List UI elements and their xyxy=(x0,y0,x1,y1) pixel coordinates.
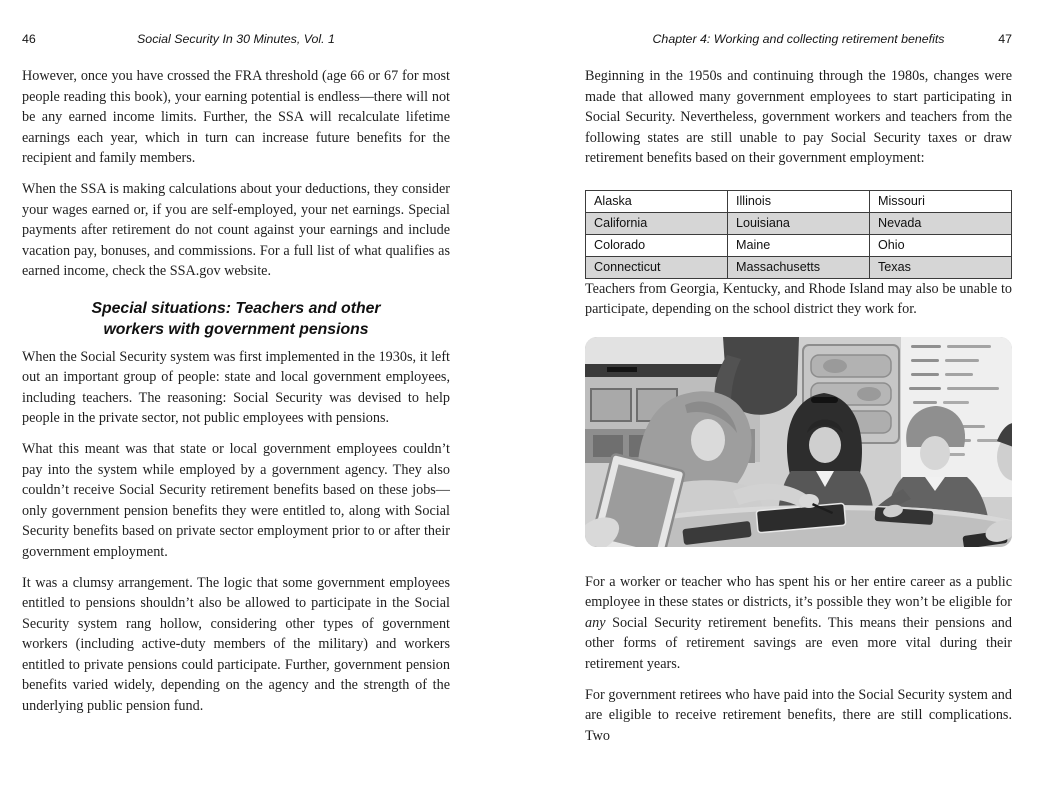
section-heading-line1: Special situations: Teachers and other xyxy=(91,299,381,317)
table-cell: Louisiana xyxy=(728,212,870,234)
table-cell: Connecticut xyxy=(586,256,728,278)
classroom-photo xyxy=(585,337,1012,547)
table-cell: Texas xyxy=(870,256,1012,278)
table-cell: Maine xyxy=(728,234,870,256)
paragraph-ssa-calculations: When the SSA is making calculations about your deductions, they consider your wages earned or, if you are self-employed, your net earnings. Special payments after retirement do not count against your earnings and include vacation pay, bonuses, and commissions. For a full list of what qualifies as earned income, check the SSA.gov website. xyxy=(22,181,450,279)
table-row xyxy=(586,234,1012,256)
career-text-after: Social Security retirement benefits. This means their pensions and other forms of retirement savings are even more vital during their retirement years. xyxy=(585,614,1012,672)
table-row xyxy=(586,190,1012,212)
left-page-number: 46 xyxy=(22,32,36,46)
left-running-header xyxy=(22,32,450,46)
table-cell: Colorado xyxy=(586,234,728,256)
right-page-body xyxy=(585,66,1012,746)
table-cell: Ohio xyxy=(870,234,1012,256)
career-text-before: For a worker or teacher who has spent his or her entire career as a public employee in these states or districts, it’s possible they won’t be eligible for xyxy=(585,573,1012,610)
table-row xyxy=(586,212,1012,234)
page-47 xyxy=(585,32,1012,746)
section-heading-line2: workers with government pensions xyxy=(103,320,369,338)
paragraph-clumsy-arrangement: It was a clumsy arrangement. The logic that some government employees entitled to pensions shouldn’t also be allowed to participate in the Social Security system rang hollow, considering other types of government workers (including active-duty members of the military) and workers entitled to private pensions could participate. Further, government pension benefits varied widely, depending on the agency and the strength of the underlying public pension fund. xyxy=(22,574,450,714)
paragraph-beginning-1950s: Beginning in the 1950s and continuing through the 1980s, changes were made that allowed many government employees to start participating in Social Security. Nevertheless, government workers and teachers from the following states are still unable to pay Social Security taxes or draw retirement benefits based on their government employment: xyxy=(585,68,1012,166)
table-cell: Nevada xyxy=(870,212,1012,234)
paragraph-system-1930s: When the Social Security system was first implemented in the 1930s, it left out an important group of people: state and local government employees, including teachers. The reasoning: Social Security was devised to help people in the private sector, not public employees with pensions. xyxy=(22,348,450,426)
table-row xyxy=(586,256,1012,278)
right-page-number: 47 xyxy=(998,32,1012,46)
right-running-header xyxy=(585,32,1012,46)
table-cell: Alaska xyxy=(586,190,728,212)
table-cell: Illinois xyxy=(728,190,870,212)
paragraph-government-retirees: For government retirees who have paid into the Social Security system and are eligible to receive retirement benefits, there are still complications. Two xyxy=(585,686,1012,744)
section-heading-special-situations xyxy=(22,298,450,340)
states-table xyxy=(585,190,1012,279)
table-cell: Massachusetts xyxy=(728,256,870,278)
paragraph-fra-threshold: However, once you have crossed the FRA threshold (age 66 or 67 for most people reading this book), your earning potential is endless—there will not be any earned income limits. Further, the SSA will recalculate lifetime earnings each year, which in turn can increase future benefits for the recipient and family members. xyxy=(22,68,450,166)
left-running-title: Social Security In 30 Minutes, Vol. 1 xyxy=(137,32,335,46)
paragraph-couldnt-pay: What this meant was that state or local government employees couldn’t pay into the system while employed by a government agency. They also couldn’t receive Social Security retirement benefits based on these jobs—only government pension benefits they were entitled to, along with Social Security benefits based on private sector employment prior to or after their government employment. xyxy=(22,441,450,560)
right-running-title: Chapter 4: Working and collecting retirement benefits xyxy=(652,32,945,46)
classroom-photo-illustration xyxy=(585,337,1012,547)
left-page-body xyxy=(22,66,450,716)
career-text-italic-any: any xyxy=(585,614,606,631)
table-cell: California xyxy=(586,212,728,234)
page-46 xyxy=(22,32,450,716)
table-cell: Missouri xyxy=(870,190,1012,212)
paragraph-entire-career xyxy=(585,572,1012,675)
paragraph-teachers-georgia: Teachers from Georgia, Kentucky, and Rhode Island may also be unable to participate, depending on the school district they work for. xyxy=(585,280,1012,317)
